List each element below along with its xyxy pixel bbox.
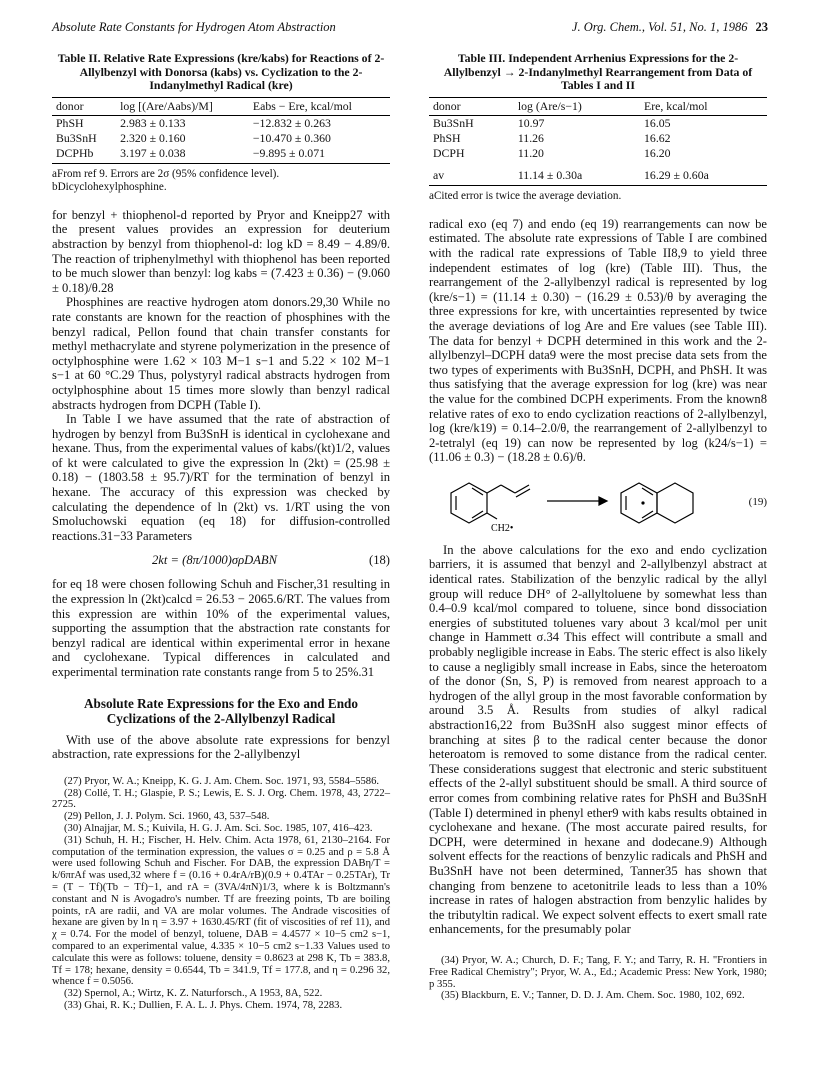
table-cell: −9.895 ± 0.071 [249,146,390,164]
header-citation: J. Org. Chem., Vol. 51, No. 1, 1986 [571,20,748,34]
reference: (35) Blackburn, E. V.; Tanner, D. D. J. Am. Chem. Soc. 1980, 102, 692. [441,990,745,1002]
paragraph: In Table I we have assumed that the rate of abstraction of hydrogen by benzyl from Bu3SnH is identical in cyclohexane and hexane. Thus, from the experimental values of kabs/(kt)1/2, values of kt were calculated to give the expression ln (2kt) = (25.98 ± 0.18) − (1803.58 ± 95.7)/RT for the termination of benzyl in hexane. The accuracy of this expression was checked by calculating the dependence of ln (2kt) vs. 1/RT using the von Smoluchowski equation (eq 18) for diffusion-controlled reactions.31−33 Parameters [52,412,390,543]
table-cell: 2.983 ± 0.133 [120,115,186,130]
table2-caption: Table II. Relative Rate Expressions (kre/kabs) for Reactions of 2-Allylbenzyl with Donorsa (kabs) vs. Cyclization to the 2-Indanylmethyl Radical (kre) [57,51,385,93]
footnote-references [52,776,390,1012]
table-cell: Bu3SnH [56,130,97,145]
paragraph: for benzyl + thiophenol-d reported by Pryor and Kneipp27 with the present values provides an expression for deuterium abstraction by benzyl from thiophenol-d: log kD = 8.49 − 4.89/θ. The reaction of triphenylmethyl with thiophenol has been reported to be much slower than benzyl: log kabs = (7.423 ± 0.36) − (9.060 ± 0.18)/θ.28 [52,207,390,295]
table-cell: 16.20 [644,145,671,160]
table-row [52,146,390,164]
table3-footnote: aCited error is twice the average deviation. [429,189,622,202]
reference: (27) Pryor, W. A.; Kneipp, K. G. J. Am. Chem. Soc. 1971, 93, 5584–5586. [64,775,380,787]
reference: (30) Alnajjar, M. S.; Kuivila, H. G. J. Am. Sci. Soc. 1985, 107, 416–423. [64,822,373,834]
table3-header-cell: log (Are/s−1) [514,97,640,115]
header-article-title: Absolute Rate Constants for Hydrogen Atom Abstraction [52,20,336,34]
table-cell: 11.14 ± 0.30a [514,161,640,186]
reference: (33) Ghai, R. K.; Dullien, F. A. L. J. Phys. Chem. 1974, 78, 2283. [64,999,343,1011]
reference: (29) Pellon, J. J. Polym. Sci. 1960, 43, 537–548. [64,811,270,823]
table-cell: DCPH [433,145,465,160]
table-row [52,115,390,131]
table-cell: −10.470 ± 0.360 [252,130,331,145]
paragraph: radical exo (eq 7) and endo (eq 19) rearrangements can now be estimated. The absolute rate expressions of Table I are combined with the radical rate expressions of Table II8,9 to yield three independent estimates of log (kre) (Table III). Thus, the rearrangement of the 2-allylbenzyl radical is represented by log (kre/s−1) = (11.14 ± 0.30) − (16.29 ± 0.53)/θ by averaging the three expressions for kre, with uncertainties represented by twice the average deviations of log Are and Ere values (see Table III). The data for benzyl + DCPH determined in this work and the 2-allylbenzyl–DCPH data9 were the most precise data sets from the two types of experiments with Bu3SnH, DCPH, and PhSH. It was thus satisfying that the average expression for log (kre) was near the value for the combined DCPH experiments. From the known8 relative rates of exo to endo cyclization reactions of 2-allylbenzyl, log (kre/k19) = 0.14–2.0/θ, the rearrangement of 2-allylbenzyl to 2-tetralyl (eq 19) can now be represented by log (k24/s−1) = (11.06 ± 0.3) − (18.28 ± 0.6)/θ. [429,216,767,465]
table-cell: −12.832 ± 0.263 [252,115,331,130]
table2-footnote: aFrom ref 9. Errors are 2σ (95% confidence level). bDicyclohexylphosphine. [52,167,280,193]
equation-expression: 2kt = (8π/1000)σρDABN [152,553,277,568]
table-cell: PhSH [433,130,461,145]
footnote-references [429,955,767,1002]
table-cell: 10.97 [517,115,545,130]
table-row [429,146,767,161]
table2-header-cell: log [(Are/Aabs)/M] [116,97,249,115]
table-row [429,131,767,146]
page-number: 23 [755,20,768,34]
allylbenzyl-structure [451,483,530,523]
radical-dot [641,501,644,504]
running-header [52,20,768,38]
table2-header-row [52,97,390,115]
reference: (34) Pryor, W. A.; Church, D. F.; Tang, F. Y.; and Tarry, R. H. "Frontiers in Free Radical Chemistry"; Pryor, W. A., Ed.; Academic Press: New York, 1980; p 355. [429,954,767,990]
reaction-arrow [547,497,607,505]
table2-header-cell: donor [52,97,116,115]
scheme-equation-number: (19) [748,495,767,508]
table-cell: PhSH [56,115,84,130]
table3-header-row [429,97,767,115]
table-cell: 11.20 [517,145,544,160]
table3-caption: Table III. Independent Arrhenius Expressions for the 2-Allylbenzyl → 2-Indanylmethyl Rearrangement from Data of Tables I and II [443,51,753,93]
table3-header-cell: donor [429,97,514,115]
table-row [429,115,767,131]
header-journal-info [572,20,768,35]
cyclohexane-ring [657,483,693,523]
paragraph: Phosphines are reactive hydrogen atom donors.29,30 While no rate constants are known for the reaction of phosphines with the benzyl radical, Pellon found that chain transfer constants for methyl methacrylate and styrene polymerization in the presence of octylphosphine were 1.62 × 103 M−1 s−1 and 5.22 × 102 M−1 s−1 at 60 °C.29 Thus, polystyryl radical abstracts hydrogen from octylphosphine about 15 times more slowly than benzyl radical abstracts hydrogen from DCPH (Table I). [52,295,390,412]
paragraph: With use of the above absolute rate expressions for benzyl abstraction, rate expressions for the 2-allylbenzyl [52,732,390,762]
table-cell: 16.62 [644,130,671,145]
table-cell: DCPHb [52,146,116,164]
tetralyl-structure [621,483,693,523]
reaction-scheme-19 [429,473,767,535]
left-column [52,52,390,1012]
table2 [52,97,390,164]
paragraph: In the above calculations for the exo and endo cyclization barriers, it is assumed that benzyl and 2-allylbenzyl abstract at identical rates. Stabilization of the benzylic radical by the allyl group will reduce DH° of 2-allyltoluene by somewhat less than 0.4–0.9 kcal/mol compared to toluene, since bond dissociation energies of substituted toluenes vary about 3 kcal/mol per unit change in Hammett σ.34 This effect will contribute a small and probably negligible increase in Eabs. The steric effect is also likely to cause a negligibly small increase in Eabs, since the heteroatom of the donor (Sn, S, P) is removed from nearest approach to a hydrogen of the allyl group in the most favorable conformation by around 3.5 Å. Results from studies of alkyl radical abstraction16,22 from Bu3SnH also suggest minor effects of branching at sites β to the radical center because the donor heteroatom is removed to some distance from the radical center. These considerations suggest that electronic and steric substituent effects of the 2-allyl substituent should be small. A third source of error comes from combining relative rates for PhSH and Bu3SnH (Table I) determined in phenyl ether9 with kabs results obtained in cyclohexane and hexane. (The most accurate paired results, for DCPH, were determined in hexane and dodecane.9) Although solvent effects for the reactions of benzylic radicals and PhSH and Bu3SnH have not been determined, Tanner35 has shown that changing from benzene to acetonitrile leads to less than a 10% increase in rates of halogen abstraction from benzylic halides by the tributyltin radical. We expect solvent effects to exert small rate enhancements, for the presumably polar [429,542,767,937]
table-cell: 11.26 [517,130,544,145]
reference: (28) Collé, T. H.; Glaspie, P. S.; Lewis, E. S. J. Org. Chem. 1978, 43, 2722–2725. [52,787,390,811]
table-row [52,131,390,146]
table-cell: 16.29 ± 0.60a [640,161,767,186]
reference: (31) Schuh, H. H.; Fischer, H. Helv. Chim. Acta 1978, 61, 2130–2164. For computation of the termination expression, the values σ = 0.25 and ρ = 5.8 Å were used following Schuh and Fischer. For DAB, the expression DABη/T = k/6πrAf was used,32 where f = (0.16 + 0.4rA/rB)(0.9 + 0.4TAr − 0.25TAr), Tr = (T − Tf)(Tb − Tf)−1, and rA = (3VA/4πN)1/3, where k is Boltzmann's constant and N is Avogadro's number. Tf are freezing points, Tb are boiling points, rA are radii, and VA are molar volumes. The Andrade viscosities of hexane are given by ln η = 3.97 + 1630.45/RT (fit of viscosities of ref 11), and χ = 0.74. For the model of benzyl, toluene, DAB = 4.4577 × 10−5 cm2 s−1, compared to an experimental value, 4.335 × 10−5 cm2 s−1.33 Values used to calculate this were as follows: toluene, density = 0.8623 at 298 K, Tb = 383.8, Tf = 178; hexane, density = 0.6544, Tb = 341.9, Tf = 177.8, and η = 0.296 32, whence f = 0.5056. [52,834,390,988]
equation-number: (18) [369,553,390,568]
table-cell: 16.05 [644,115,671,130]
table3-header-cell: Ere, kcal/mol [640,97,767,115]
table-cell: Bu3SnH [433,115,474,130]
section-heading: Absolute Rate Expressions for the Exo and Endo Cyclizations of the 2-Allylbenzyl Radical [84,695,358,727]
radical-label: CH2• [491,522,514,534]
right-column [429,52,767,1002]
reaction-structure-drawing [429,473,729,535]
table-cell: 3.197 ± 0.038 [116,146,249,164]
table3 [429,97,767,186]
equation-18 [52,549,390,571]
reference: (32) Spernol, A.; Wirtz, K. Z. Naturforsch., A 1953, 8A, 522. [64,988,323,1000]
table-cell: av [429,161,514,186]
table-cell: 2.320 ± 0.160 [120,130,186,145]
paragraph: for eq 18 were chosen following Schuh and Fischer,31 resulting in the expression ln (2kt)calcd = 26.53 − 2065.6/RT. The values from this expression are within 10% of the experimental values, supporting the assumption that the abstraction rate constants for benzyl radical are identical within experimental error in hexane and cyclohexane. Typical differences in calculated and experimental termination rate constants range from 5 to 25%.31 [52,577,390,679]
table-average-row [429,161,767,186]
table2-header-cell: Eabs − Ere, kcal/mol [249,97,390,115]
